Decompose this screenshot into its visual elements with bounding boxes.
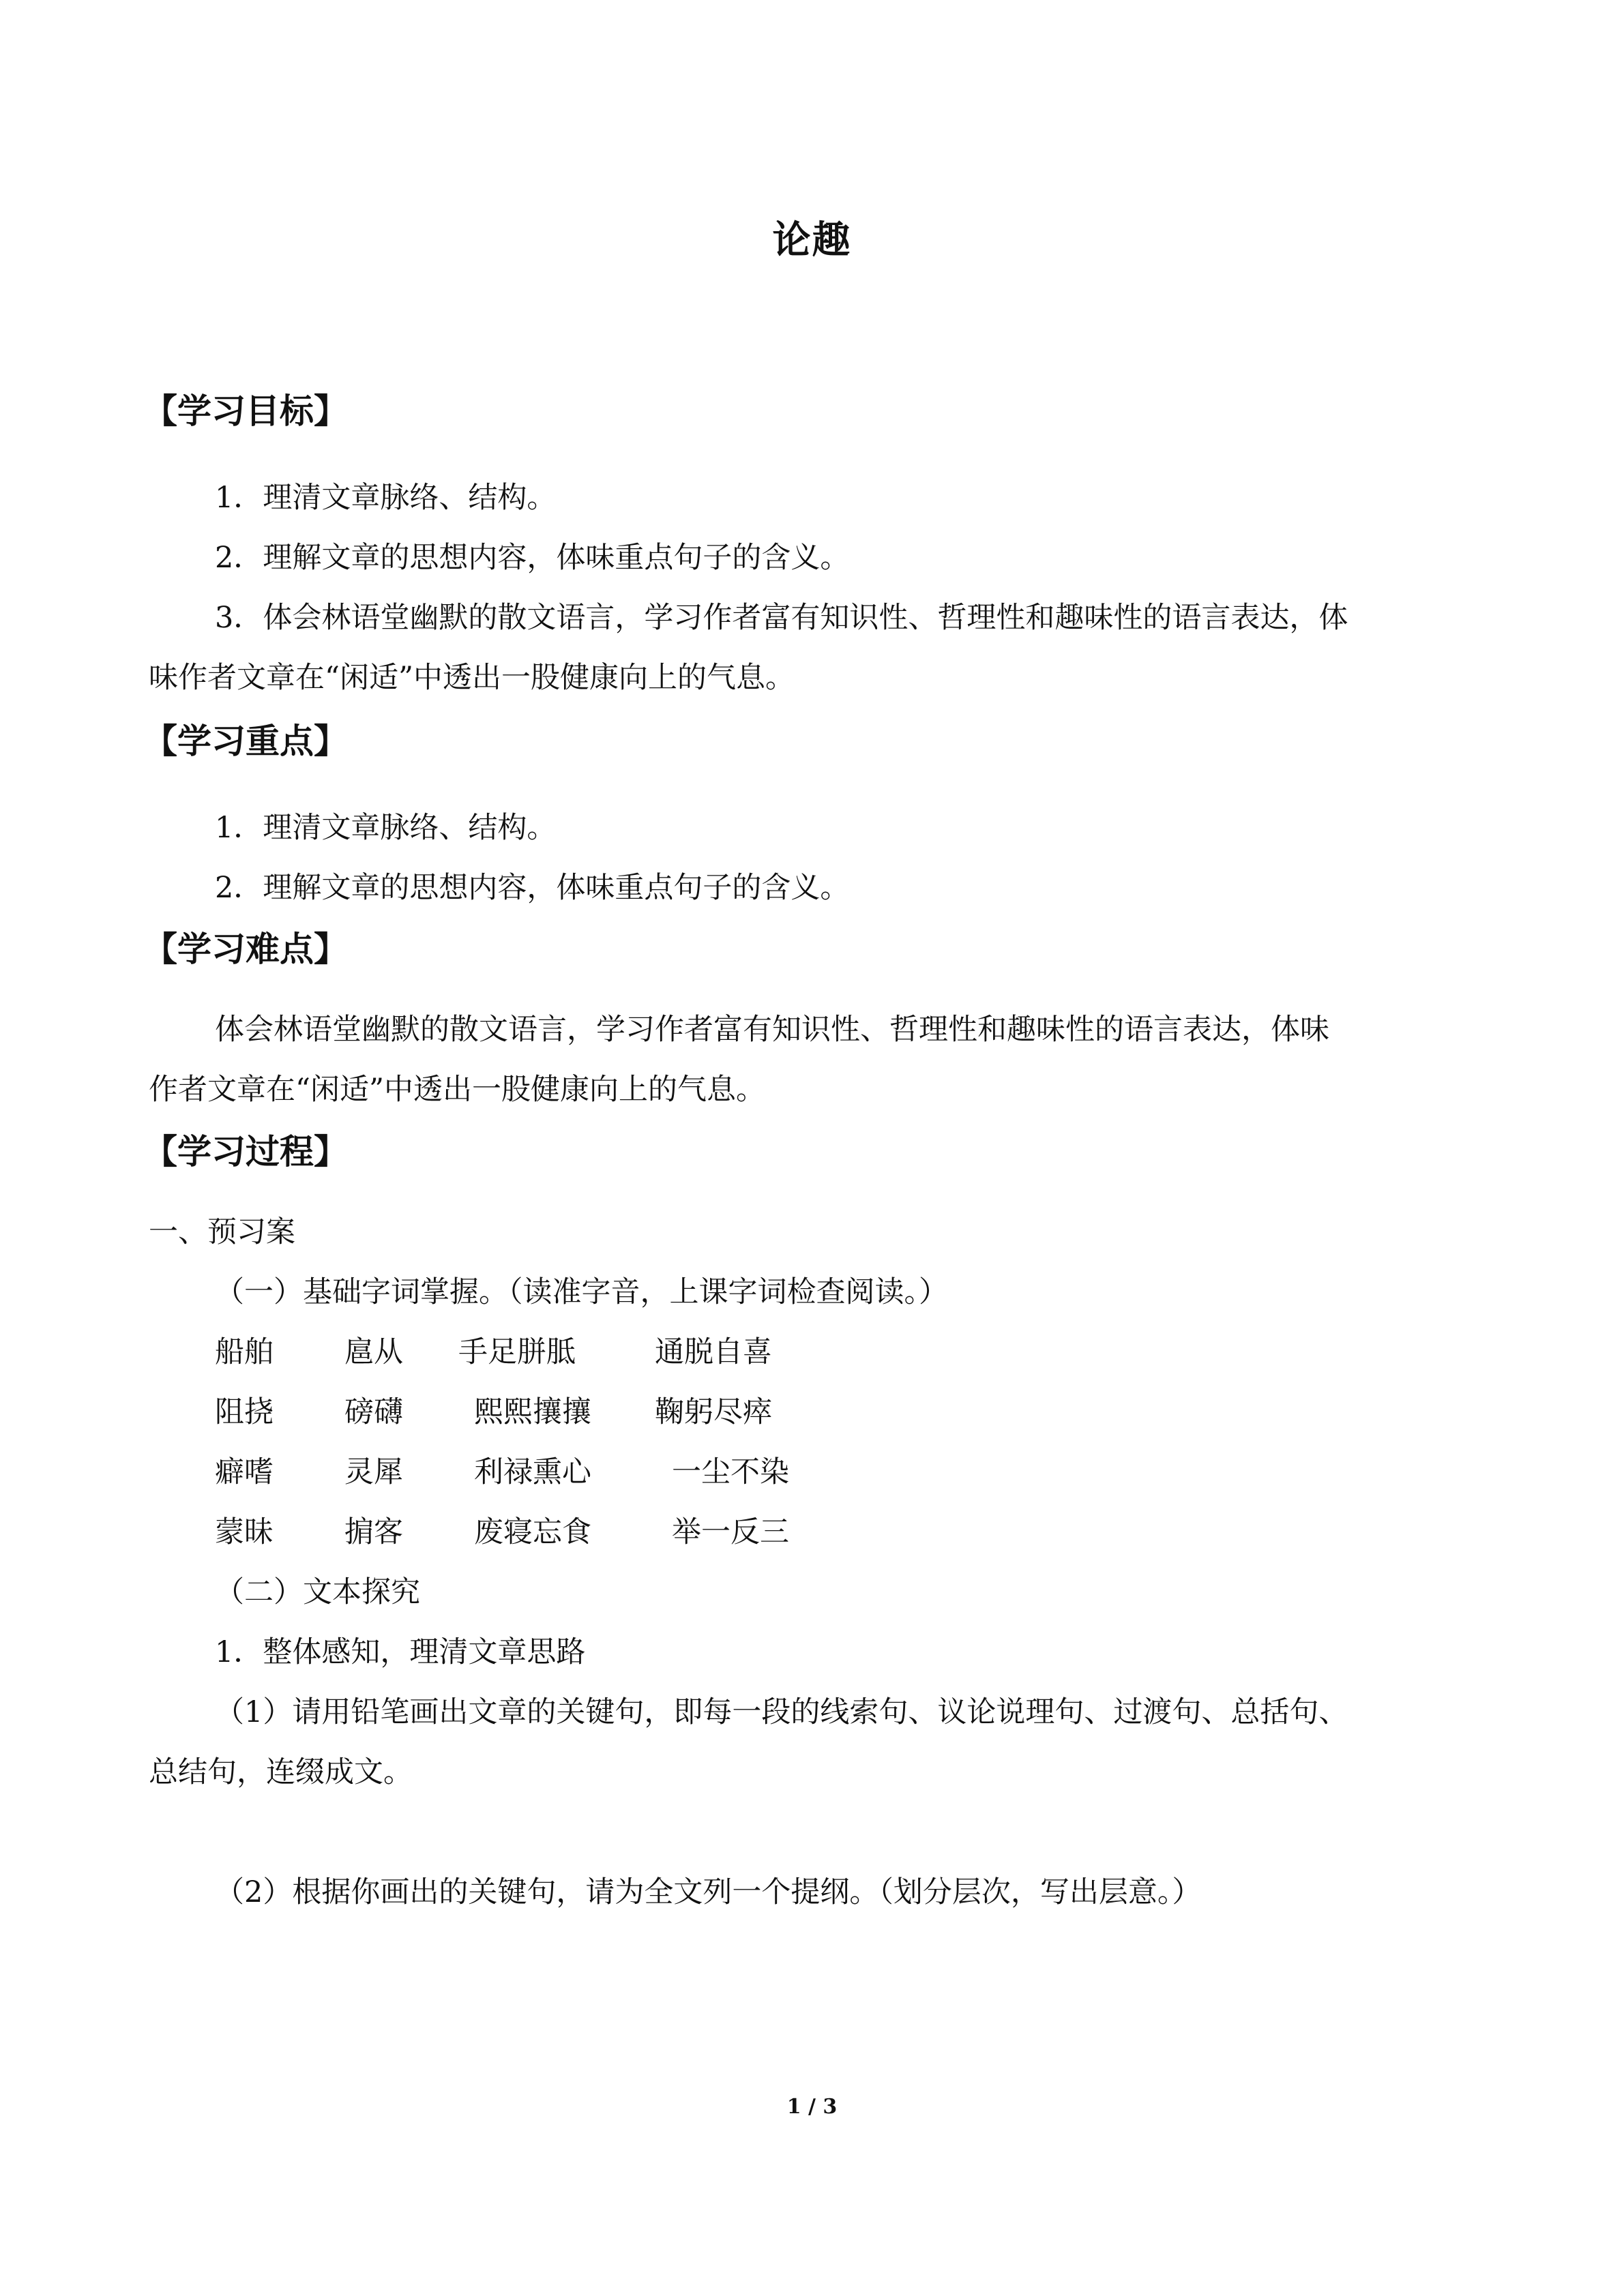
- process-question-2: （2）根据你画出的关键句，请为全文列一个提纲。（划分层次，写出层意。）: [215, 1875, 1202, 1909]
- difficulty-text-line-2: 作者文章在“闲适”中透出一股健康向上的气息。: [149, 1073, 765, 1107]
- vocab-word: 癖嗜: [215, 1455, 274, 1489]
- goal-item-3-continued: 味作者文章在“闲适”中透出一股健康向上的气息。: [149, 661, 795, 695]
- process-part-1: 一、预习案: [149, 1215, 295, 1249]
- section-heading-difficulties: 【学习难点】: [143, 929, 348, 969]
- vocab-word: 利禄熏心: [474, 1455, 591, 1489]
- vocab-word: 磅礴: [344, 1395, 403, 1429]
- vocab-row: [0, 1392, 1624, 1433]
- vocab-word: 鞠躬尽瘁: [655, 1395, 772, 1429]
- vocab-row: [0, 1332, 1624, 1373]
- vocab-word: 举一反三: [672, 1515, 789, 1549]
- vocab-word: 手足胼胝: [458, 1335, 576, 1369]
- key-point-item-1: 1．理清文章脉络、结构。: [215, 811, 557, 845]
- vocab-row: [0, 1452, 1624, 1493]
- section-heading-process: 【学习过程】: [143, 1131, 348, 1172]
- section-heading-goals: 【学习目标】: [143, 391, 348, 431]
- process-question-1-line-2: 总结句，连缀成文。: [149, 1755, 413, 1789]
- vocab-word: 一尘不染: [672, 1455, 789, 1489]
- goal-item-1: 1．理清文章脉络、结构。: [215, 481, 557, 515]
- vocab-word: 船舶: [215, 1335, 274, 1369]
- vocab-word: 熙熙攘攘: [474, 1395, 591, 1429]
- goal-item-3: 3．体会林语堂幽默的散文语言，学习作者富有知识性、哲理性和趣味性的语言表达，体: [215, 601, 1348, 635]
- process-sub-2: （二）文本探究: [215, 1575, 420, 1609]
- process-task-1: 1．整体感知，理清文章思路: [215, 1635, 586, 1669]
- process-sub-1: （一）基础字词掌握。（读准字音，上课字词检查阅读。）: [215, 1275, 948, 1309]
- vocab-word: 阻挠: [215, 1395, 274, 1429]
- difficulty-text-line-1: 体会林语堂幽默的散文语言，学习作者富有知识性、哲理性和趣味性的语言表达，体味: [215, 1013, 1329, 1047]
- vocab-word: 灵犀: [344, 1455, 403, 1489]
- page-title: 论趣: [772, 218, 852, 263]
- section-heading-key-points: 【学习重点】: [143, 721, 348, 761]
- vocab-word: 扈从: [344, 1335, 403, 1369]
- vocab-word: 掮客: [344, 1515, 403, 1549]
- vocab-word: 废寝忘食: [474, 1515, 591, 1549]
- process-question-1-line-1: （1）请用铅笔画出文章的关键句，即每一段的线索句、议论说理句、过渡句、总括句、: [215, 1695, 1348, 1729]
- key-point-item-2: 2．理解文章的思想内容，体味重点句子的含义。: [215, 871, 850, 905]
- goal-item-2: 2．理解文章的思想内容，体味重点句子的含义。: [215, 541, 850, 575]
- page-number: 1 / 3: [786, 2095, 838, 2119]
- vocab-word: 通脱自喜: [655, 1335, 772, 1369]
- vocab-row: [0, 1512, 1624, 1553]
- vocab-word: 蒙昧: [215, 1515, 274, 1549]
